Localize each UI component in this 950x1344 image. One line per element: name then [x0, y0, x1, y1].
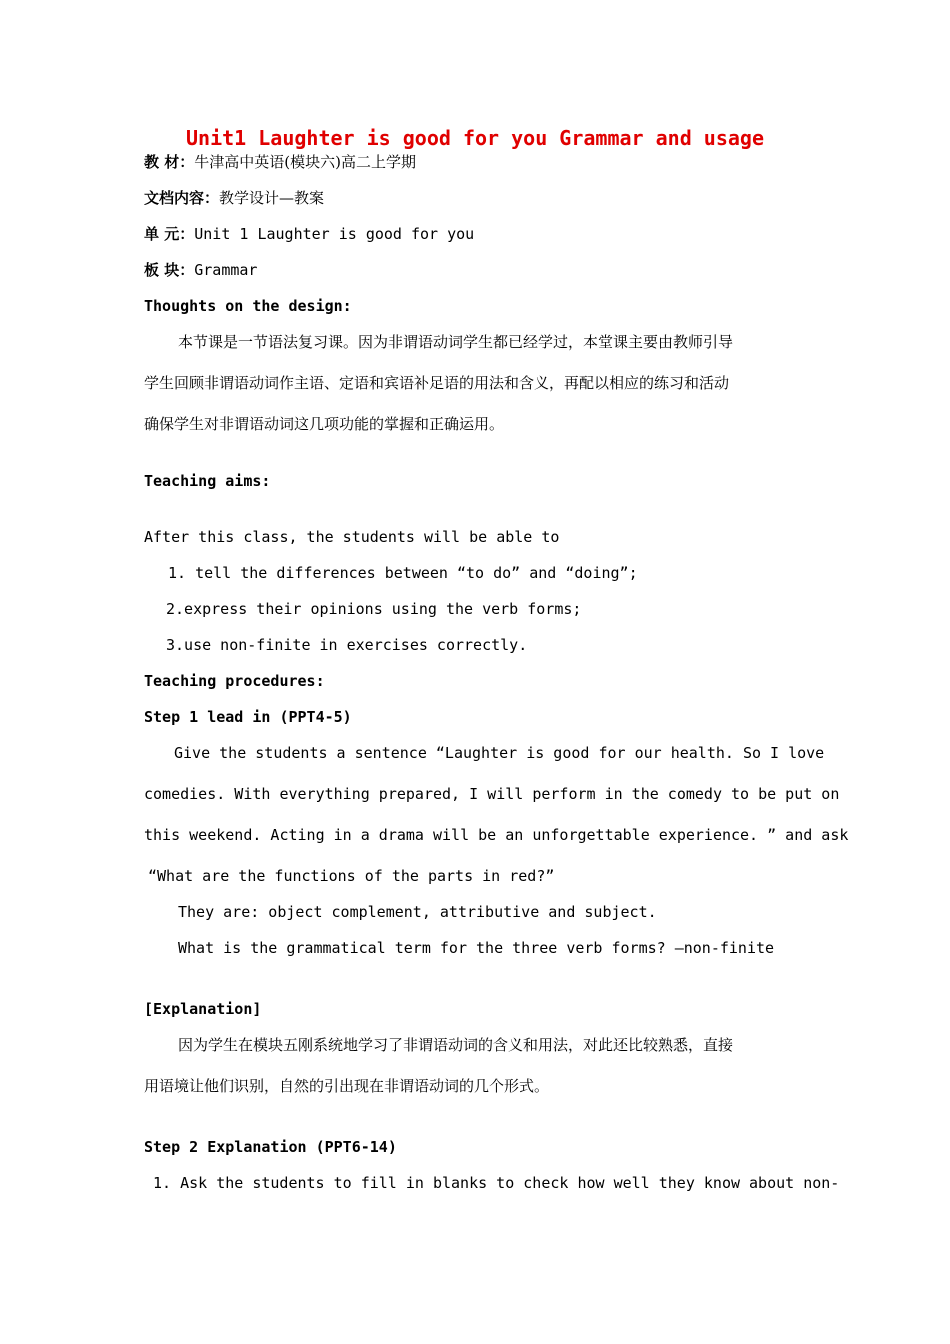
paragraph-line: 1. Ask the students to fill in blanks to check how well they know about non-	[153, 1174, 840, 1192]
section-heading-procedures: Teaching procedures:	[144, 672, 325, 690]
meta-value: Unit 1 Laughter is good for you	[194, 225, 475, 243]
meta-label: 文档内容：	[144, 189, 220, 207]
paragraph-line: 学生回顾非谓语动词作主语、定语和宾语补足语的用法和含义，再配以相应的练习和活动	[144, 374, 730, 392]
aims-item: 2.express their opinions using the verb forms;	[166, 600, 582, 618]
step1-question: What is the grammatical term for the three verb forms? —non-finite	[178, 939, 775, 957]
paragraph-line: Give the students a sentence “Laughter is good for our health. So I love	[174, 744, 825, 762]
meta-value: 教学设计—教案	[219, 189, 325, 207]
paragraph-line: this weekend. Acting in a drama will be an unforgettable experience. ” and ask	[144, 826, 849, 844]
step2-heading: Step 2 Explanation (PPT6-14)	[144, 1138, 397, 1156]
paragraph-line: comedies. With everything prepared, I will perform in the comedy to be put on	[144, 785, 840, 803]
paragraph-line: 因为学生在模块五刚系统地学习了非谓语动词的含义和用法，对此还比较熟悉，直接	[178, 1036, 734, 1054]
meta-label: 单 元：	[144, 225, 195, 243]
meta-value: 牛津高中英语(模块六)高二上学期	[194, 153, 416, 171]
aims-item: 1. tell the differences between “to do” and “doing”;	[168, 564, 638, 582]
meta-label: 教 材：	[144, 153, 195, 171]
meta-row-content	[144, 188, 324, 208]
explanation-heading: [Explanation]	[144, 1000, 262, 1018]
meta-row-unit	[144, 224, 474, 244]
meta-row-section	[144, 260, 257, 280]
paragraph-line: “What are the functions of the parts in red?”	[148, 867, 555, 885]
step1-answer: They are: object complement, attributive and subject.	[178, 903, 657, 921]
paragraph-line: 确保学生对非谓语动词这几项功能的掌握和正确运用。	[144, 415, 505, 433]
meta-row-textbook	[144, 152, 416, 172]
step1-heading: Step 1 lead in (PPT4-5)	[144, 708, 352, 726]
section-heading-aims: Teaching aims:	[144, 472, 271, 490]
paragraph-line: 用语境让他们识别，自然的引出现在非谓语动词的几个形式。	[144, 1077, 550, 1095]
aims-item: 3.use non-finite in exercises correctly.	[166, 636, 528, 654]
meta-value: Grammar	[194, 261, 258, 279]
meta-label: 板 块：	[144, 261, 195, 279]
paragraph-line: 本节课是一节语法复习课。因为非谓语动词学生都已经学过，本堂课主要由教师引导	[178, 333, 734, 351]
section-heading-thoughts: Thoughts on the design:	[144, 297, 352, 315]
aims-intro: After this class, the students will be able to	[144, 528, 560, 546]
document-title: Unit1 Laughter is good for you Grammar and usage	[186, 126, 764, 150]
